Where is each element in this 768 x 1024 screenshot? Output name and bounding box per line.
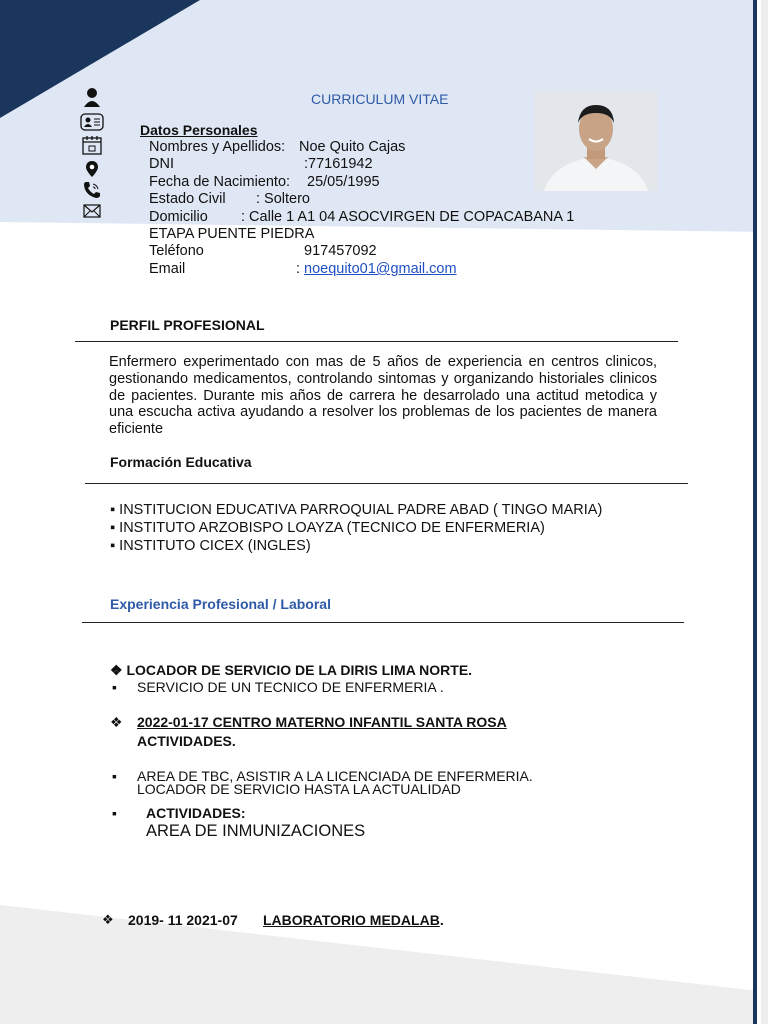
civil-row	[149, 191, 310, 207]
name-label: Nombres y Apellidos:	[149, 139, 286, 155]
phone-icon	[80, 181, 104, 199]
page-title: CURRICULUM VITAE	[311, 91, 449, 107]
birth-row	[149, 174, 380, 190]
birth-label: Fecha de Nacimiento:	[149, 174, 291, 190]
education-item-text: INSTITUTO CICEX (INGLES)	[119, 538, 311, 554]
job4-dot: .	[439, 912, 444, 928]
civil-label: Estado Civil	[149, 191, 226, 207]
profile-photo	[534, 91, 658, 191]
location-icon	[80, 160, 104, 178]
job2-sub: ACTIVIDADES.	[137, 733, 236, 749]
job1-title: ❖ LOCADOR DE SERVICIO DE LA DIRIS LIMA NORTE.	[110, 662, 473, 678]
education-item: ▪ INSTITUCION EDUCATIVA PARROQUIAL PADRE ABAD ( TINGO MARIA)	[110, 502, 603, 518]
job2-item-bullet-icon: ▪	[112, 768, 117, 784]
email-row	[149, 261, 457, 277]
address-label: Domicilio	[149, 209, 208, 225]
person-icon	[80, 88, 104, 106]
dni-label: DNI	[149, 156, 174, 172]
job1-bullet-icon: ▪	[112, 679, 117, 695]
education-item-text: INSTITUTO ARZOBISPO LOAYZA (TECNICO DE ENFERMERIA)	[119, 520, 545, 536]
name-row	[149, 139, 406, 155]
job4-dates: 2019- 11 2021-07	[128, 912, 238, 928]
education-heading: Formación Educativa	[110, 454, 252, 470]
name-value: Noe Quito Cajas	[299, 139, 406, 155]
address-value: : Calle 1 A1 04 ASOCVIRGEN DE COPACABANA 1	[241, 209, 575, 225]
education-item: ▪ INSTITUTO CICEX (INGLES)	[110, 538, 311, 554]
civil-value: : Soltero	[256, 191, 310, 207]
profile-heading: PERFIL PROFESIONAL	[110, 317, 265, 333]
dni-value: :77161942	[304, 156, 373, 172]
email-link[interactable]: noequito01@gmail.com	[304, 261, 457, 277]
experience-heading: Experiencia Profesional / Laboral	[110, 596, 331, 612]
calendar-icon	[80, 136, 104, 154]
job3-bullet-icon: ▪	[112, 805, 117, 821]
job2-title: 2022-01-17 CENTRO MATERNO INFANTIL SANTA ROSA	[137, 714, 507, 730]
education-item-text: INSTITUCION EDUCATIVA PARROQUIAL PADRE ABAD ( TINGO MARIA)	[119, 502, 603, 518]
job2-bullet-icon: ❖	[110, 714, 123, 730]
job2-item-1: AREA DE TBC, ASISTIR A LA LICENCIADA DE ENFERMERIA.	[137, 768, 533, 784]
address-value-2: ETAPA PUENTE PIEDRA	[149, 226, 315, 242]
job1-item: SERVICIO DE UN TECNICO DE ENFERMERIA .	[137, 679, 444, 695]
profile-text: Enfermero experimentado con mas de 5 años de experiencia en centros clinicos, gestionando medicamentos, controlando sintomas y organizando historiales clinicos de pacientes. Durante mis años de carrera he desarrolado una actitud metodica y una escucha activa ayudando a resolver los problemas de los pacientes de manera eficiente	[109, 354, 657, 438]
dni-row	[149, 156, 373, 172]
phone-value: 917457092	[304, 243, 377, 259]
right-edge-light	[761, 0, 768, 1024]
phone-row	[149, 243, 377, 259]
job1-title-text: LOCADOR DE SERVICIO DE LA DIRIS LIMA NORTE.	[126, 662, 473, 678]
education-item: ▪ INSTITUTO ARZOBISPO LOAYZA (TECNICO DE ENFERMERIA)	[110, 520, 545, 536]
job4-bullet-icon: ❖	[102, 912, 114, 927]
job3-item: AREA DE INMUNIZACIONES	[146, 822, 366, 840]
job3-label: ACTIVIDADES:	[146, 805, 246, 821]
profile-rule	[75, 341, 678, 342]
id-card-icon	[80, 113, 104, 131]
address-row	[149, 209, 575, 225]
job4-title: LABORATORIO MEDALAB	[263, 912, 440, 928]
phone-label: Teléfono	[149, 243, 204, 259]
job4-title-line	[263, 912, 444, 928]
experience-rule	[82, 622, 684, 623]
address-row-2	[149, 226, 314, 242]
education-rule	[85, 483, 688, 484]
job2-item-2: LOCADOR DE SERVICIO HASTA LA ACTUALIDAD	[137, 781, 461, 797]
birth-value: 25/05/1995	[307, 174, 380, 190]
mail-icon	[80, 202, 104, 220]
email-label: Email	[149, 261, 186, 277]
email-colon: :	[296, 261, 301, 277]
personal-heading: Datos Personales	[140, 122, 258, 138]
